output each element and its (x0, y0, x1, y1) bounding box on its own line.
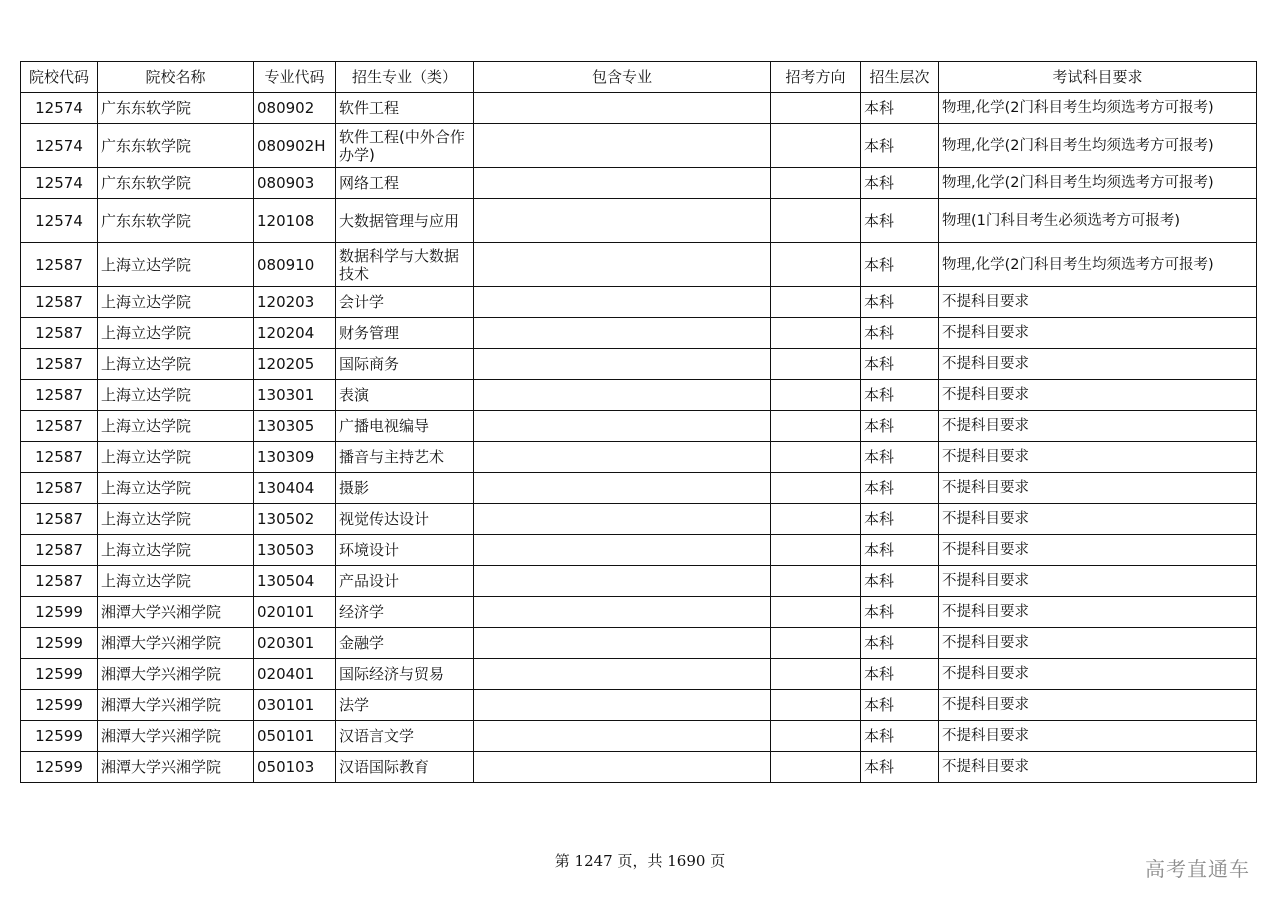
cell-major: 财务管理 (336, 318, 474, 349)
cell-major: 摄影 (336, 473, 474, 504)
cell-major-code: 050101 (254, 721, 336, 752)
cell-school-code: 12587 (21, 473, 98, 504)
cell-major: 汉语国际教育 (336, 752, 474, 783)
cell-school-name: 上海立达学院 (98, 318, 254, 349)
cell-school-code: 12587 (21, 318, 98, 349)
cell-school-code: 12587 (21, 243, 98, 287)
cell-includes (474, 243, 771, 287)
cell-school-code: 12599 (21, 721, 98, 752)
cell-direction (771, 287, 861, 318)
cell-includes (474, 442, 771, 473)
cell-includes (474, 318, 771, 349)
table-row (21, 690, 1257, 721)
table-row (21, 504, 1257, 535)
table-row (21, 721, 1257, 752)
cell-school-code: 12587 (21, 504, 98, 535)
header-school-name: 院校名称 (98, 62, 254, 93)
cell-school-name: 上海立达学院 (98, 380, 254, 411)
cell-direction (771, 243, 861, 287)
cell-school-name: 上海立达学院 (98, 473, 254, 504)
cell-level: 本科 (861, 721, 939, 752)
cell-major: 法学 (336, 690, 474, 721)
cell-includes (474, 535, 771, 566)
cell-direction (771, 199, 861, 243)
cell-includes (474, 721, 771, 752)
cell-school-code: 12599 (21, 752, 98, 783)
cell-school-name: 湘潭大学兴湘学院 (98, 597, 254, 628)
cell-school-name: 湘潭大学兴湘学院 (98, 721, 254, 752)
cell-direction (771, 442, 861, 473)
cell-school-name: 上海立达学院 (98, 442, 254, 473)
cell-major: 产品设计 (336, 566, 474, 597)
cell-level: 本科 (861, 442, 939, 473)
cell-school-code: 12599 (21, 628, 98, 659)
cell-major: 网络工程 (336, 168, 474, 199)
cell-includes (474, 168, 771, 199)
cell-level: 本科 (861, 349, 939, 380)
cell-school-code: 12587 (21, 566, 98, 597)
cell-major: 国际经济与贸易 (336, 659, 474, 690)
cell-school-name: 广东东软学院 (98, 199, 254, 243)
cell-major-code: 120203 (254, 287, 336, 318)
cell-direction (771, 473, 861, 504)
cell-school-code: 12587 (21, 380, 98, 411)
table-row (21, 411, 1257, 442)
cell-level: 本科 (861, 752, 939, 783)
table-row (21, 628, 1257, 659)
cell-major: 国际商务 (336, 349, 474, 380)
cell-major: 金融学 (336, 628, 474, 659)
cell-level: 本科 (861, 690, 939, 721)
cell-school-code: 12599 (21, 690, 98, 721)
cell-major-code: 120204 (254, 318, 336, 349)
cell-major: 数据科学与大数据技术 (336, 243, 474, 287)
cell-major-code: 050103 (254, 752, 336, 783)
cell-major-code: 130404 (254, 473, 336, 504)
cell-requirement: 不提科目要求 (939, 597, 1257, 628)
cell-includes (474, 380, 771, 411)
cell-includes (474, 504, 771, 535)
cell-major-code: 120205 (254, 349, 336, 380)
cell-direction (771, 690, 861, 721)
cell-level: 本科 (861, 93, 939, 124)
cell-major: 视觉传达设计 (336, 504, 474, 535)
cell-level: 本科 (861, 504, 939, 535)
cell-school-name: 上海立达学院 (98, 349, 254, 380)
watermark: 高考直通车 (1145, 857, 1250, 881)
cell-direction (771, 628, 861, 659)
cell-direction (771, 504, 861, 535)
cell-includes (474, 199, 771, 243)
cell-level: 本科 (861, 318, 939, 349)
cell-school-name: 广东东软学院 (98, 168, 254, 199)
cell-direction (771, 93, 861, 124)
cell-level: 本科 (861, 411, 939, 442)
cell-level: 本科 (861, 566, 939, 597)
cell-major-code: 130309 (254, 442, 336, 473)
cell-school-name: 湘潭大学兴湘学院 (98, 659, 254, 690)
cell-school-name: 上海立达学院 (98, 504, 254, 535)
cell-includes (474, 411, 771, 442)
cell-level: 本科 (861, 659, 939, 690)
header-school-code: 院校代码 (21, 62, 98, 93)
table-row (21, 168, 1257, 199)
table-row (21, 199, 1257, 243)
cell-level: 本科 (861, 535, 939, 566)
cell-major-code: 080902 (254, 93, 336, 124)
cell-direction (771, 659, 861, 690)
cell-school-code: 12574 (21, 168, 98, 199)
cell-school-code: 12599 (21, 597, 98, 628)
cell-school-name: 广东东软学院 (98, 124, 254, 168)
cell-level: 本科 (861, 380, 939, 411)
cell-level: 本科 (861, 628, 939, 659)
cell-major-code: 080902H (254, 124, 336, 168)
cell-requirement: 不提科目要求 (939, 318, 1257, 349)
cell-includes (474, 473, 771, 504)
cell-requirement: 物理,化学(2门科目考生均须选考方可报考) (939, 124, 1257, 168)
table-row (21, 243, 1257, 287)
cell-major-code: 020301 (254, 628, 336, 659)
cell-level: 本科 (861, 243, 939, 287)
cell-school-code: 12587 (21, 349, 98, 380)
cell-requirement: 不提科目要求 (939, 504, 1257, 535)
cell-level: 本科 (861, 124, 939, 168)
cell-major: 会计学 (336, 287, 474, 318)
cell-level: 本科 (861, 287, 939, 318)
cell-direction (771, 124, 861, 168)
cell-major: 表演 (336, 380, 474, 411)
cell-school-name: 湘潭大学兴湘学院 (98, 690, 254, 721)
admissions-table (20, 61, 1257, 783)
cell-major: 软件工程(中外合作办学) (336, 124, 474, 168)
cell-school-name: 广东东软学院 (98, 93, 254, 124)
cell-requirement: 不提科目要求 (939, 380, 1257, 411)
cell-includes (474, 566, 771, 597)
cell-requirement: 不提科目要求 (939, 535, 1257, 566)
cell-includes (474, 287, 771, 318)
cell-includes (474, 690, 771, 721)
cell-school-name: 湘潭大学兴湘学院 (98, 628, 254, 659)
cell-direction (771, 566, 861, 597)
cell-school-name: 湘潭大学兴湘学院 (98, 752, 254, 783)
cell-requirement: 不提科目要求 (939, 721, 1257, 752)
cell-includes (474, 752, 771, 783)
cell-requirement: 不提科目要求 (939, 752, 1257, 783)
table-row (21, 318, 1257, 349)
cell-includes (474, 93, 771, 124)
cell-major-code: 080903 (254, 168, 336, 199)
cell-includes (474, 349, 771, 380)
cell-major-code: 130504 (254, 566, 336, 597)
cell-requirement: 物理,化学(2门科目考生均须选考方可报考) (939, 93, 1257, 124)
cell-level: 本科 (861, 199, 939, 243)
cell-direction (771, 597, 861, 628)
cell-major-code: 130502 (254, 504, 336, 535)
table-row (21, 287, 1257, 318)
cell-school-name: 上海立达学院 (98, 535, 254, 566)
cell-major-code: 020101 (254, 597, 336, 628)
cell-school-name: 上海立达学院 (98, 243, 254, 287)
cell-requirement: 不提科目要求 (939, 442, 1257, 473)
cell-direction (771, 721, 861, 752)
cell-major: 广播电视编导 (336, 411, 474, 442)
cell-requirement: 物理,化学(2门科目考生均须选考方可报考) (939, 243, 1257, 287)
cell-requirement: 物理,化学(2门科目考生均须选考方可报考) (939, 168, 1257, 199)
cell-school-name: 上海立达学院 (98, 566, 254, 597)
cell-includes (474, 659, 771, 690)
header-direction: 招考方向 (771, 62, 861, 93)
cell-school-code: 12574 (21, 93, 98, 124)
cell-direction (771, 535, 861, 566)
cell-school-code: 12587 (21, 287, 98, 318)
cell-level: 本科 (861, 597, 939, 628)
cell-school-code: 12574 (21, 199, 98, 243)
cell-school-name: 上海立达学院 (98, 287, 254, 318)
cell-direction (771, 168, 861, 199)
cell-direction (771, 349, 861, 380)
header-major-code: 专业代码 (254, 62, 336, 93)
cell-major: 汉语言文学 (336, 721, 474, 752)
cell-requirement: 不提科目要求 (939, 659, 1257, 690)
cell-major-code: 020401 (254, 659, 336, 690)
cell-major: 经济学 (336, 597, 474, 628)
cell-major-code: 080910 (254, 243, 336, 287)
header-includes: 包含专业 (474, 62, 771, 93)
cell-major: 软件工程 (336, 93, 474, 124)
cell-requirement: 不提科目要求 (939, 690, 1257, 721)
cell-school-code: 12587 (21, 411, 98, 442)
cell-requirement: 不提科目要求 (939, 628, 1257, 659)
table-row (21, 380, 1257, 411)
header-level: 招生层次 (861, 62, 939, 93)
table-row (21, 93, 1257, 124)
cell-school-code: 12587 (21, 442, 98, 473)
cell-major: 大数据管理与应用 (336, 199, 474, 243)
cell-school-code: 12587 (21, 535, 98, 566)
table-body (21, 93, 1257, 783)
cell-major-code: 130305 (254, 411, 336, 442)
cell-direction (771, 752, 861, 783)
cell-requirement: 不提科目要求 (939, 411, 1257, 442)
table-row (21, 124, 1257, 168)
header-requirement: 考试科目要求 (939, 62, 1257, 93)
cell-level: 本科 (861, 168, 939, 199)
table-row (21, 442, 1257, 473)
table-row (21, 349, 1257, 380)
cell-requirement: 不提科目要求 (939, 566, 1257, 597)
table-row (21, 752, 1257, 783)
cell-school-code: 12574 (21, 124, 98, 168)
cell-major-code: 120108 (254, 199, 336, 243)
cell-level: 本科 (861, 473, 939, 504)
cell-major: 环境设计 (336, 535, 474, 566)
cell-includes (474, 597, 771, 628)
cell-includes (474, 124, 771, 168)
cell-includes (474, 628, 771, 659)
cell-direction (771, 411, 861, 442)
cell-major-code: 030101 (254, 690, 336, 721)
cell-major: 播音与主持艺术 (336, 442, 474, 473)
header-row (21, 62, 1257, 93)
header-major: 招生专业（类） (336, 62, 474, 93)
cell-requirement: 不提科目要求 (939, 287, 1257, 318)
table-row (21, 473, 1257, 504)
table-row (21, 535, 1257, 566)
cell-major-code: 130301 (254, 380, 336, 411)
cell-school-name: 上海立达学院 (98, 411, 254, 442)
cell-school-code: 12599 (21, 659, 98, 690)
cell-requirement: 不提科目要求 (939, 349, 1257, 380)
cell-direction (771, 318, 861, 349)
cell-requirement: 不提科目要求 (939, 473, 1257, 504)
cell-major-code: 130503 (254, 535, 336, 566)
cell-requirement: 物理(1门科目考生必须选考方可报考) (939, 199, 1257, 243)
cell-direction (771, 380, 861, 411)
table-row (21, 566, 1257, 597)
table-row (21, 597, 1257, 628)
page-number: 第 1247 页，共 1690 页 (554, 852, 726, 870)
table-row (21, 659, 1257, 690)
